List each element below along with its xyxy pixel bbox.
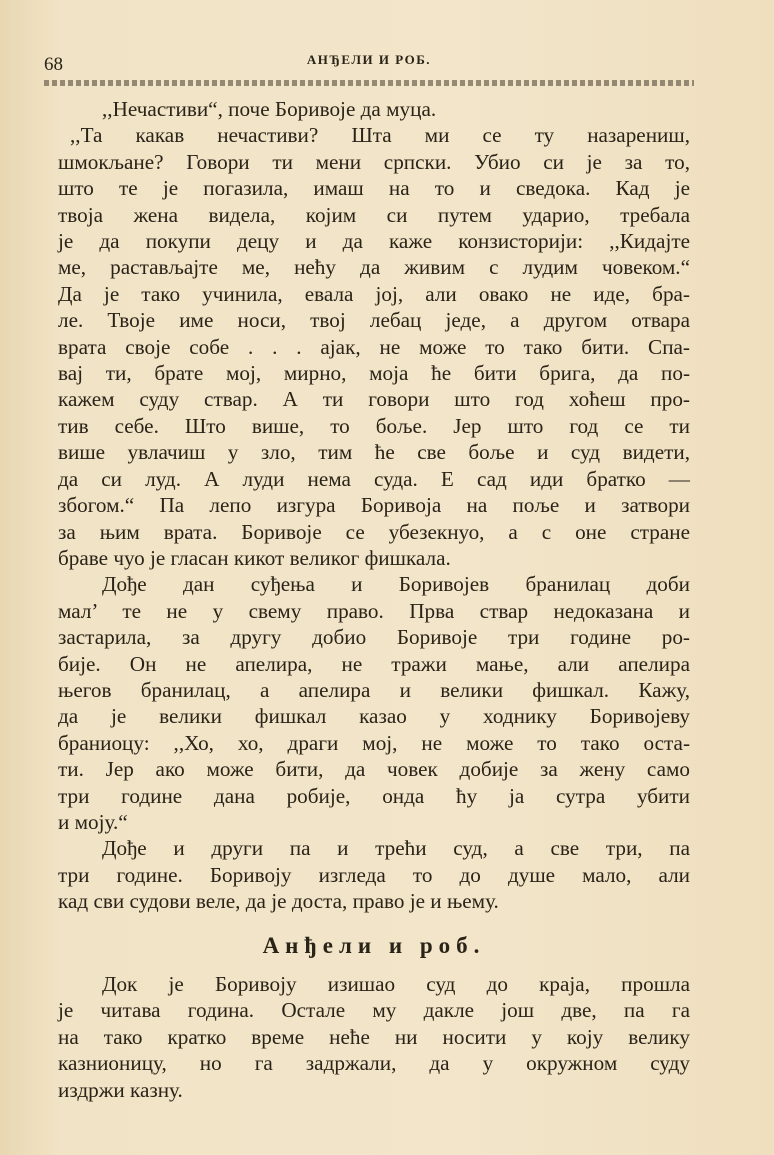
- paragraph: [58, 122, 690, 571]
- text-line: да си луд. А луди нема суда. Е сад иди братко —: [58, 466, 690, 491]
- text-line: Да је тако учинила, евала јој, али овако не иде, бра-: [58, 281, 690, 306]
- text-line: ,,Та какав нечастиви? Шта ми се ту назарениш,: [70, 123, 690, 148]
- text-line: ме, растављајте ме, нећу да живим с лудим човеком.“: [58, 255, 690, 280]
- text-line: да је велики фишкал казао у ходнику Боривојеву: [58, 704, 690, 729]
- text-line: врата своје собе . . . ајак, не може то тако бити. Спа-: [58, 334, 690, 359]
- text-line: Дође дан суђења и Боривојев бранилац доби: [102, 572, 690, 597]
- text-line: ле. Твоје име носи, твој лебац једе, а другом отвара: [58, 308, 690, 333]
- paragraph: [58, 571, 690, 835]
- text-line: мал’ те не у свему право. Прва ствар недоказана и: [58, 598, 690, 623]
- paragraph: [58, 96, 690, 122]
- text-line: што те је погазила, имаш на то и сведока. Кад је: [58, 176, 690, 201]
- paragraph: [58, 971, 690, 1103]
- text-line: је да покупи децу и да каже конзисторији: ,,Кидајте: [58, 229, 690, 254]
- text-line: браниоцу: ,,Хо, хо, драги мој, не може то тако оста-: [58, 730, 690, 755]
- text-line: његов бранилац, а апелира и велики фишкал. Кажу,: [58, 677, 690, 702]
- text-line: три године. Боривоју изгледа то до душе мало, али: [58, 862, 690, 887]
- paragraph-container: [58, 96, 690, 915]
- text-line: три године дана робије, онда ћу ја сутра убити: [58, 783, 690, 808]
- page-header: [44, 46, 694, 78]
- text-line: више увлачиш у зло, тим ће све боље и суд видети,: [58, 440, 690, 465]
- section-paragraph-container: [58, 971, 690, 1103]
- text-line: за њим врата. Боривоје се убезекнуо, а с оне стране: [58, 519, 690, 544]
- text-line: збогом.“ Па лепо изгура Боривоја на поље и затвори: [58, 493, 690, 518]
- text-line: твоја жена видела, којим си путем ударио, требала: [58, 202, 690, 227]
- text-line: шмокљане? Говори ти мени српски. Убио си је за то,: [58, 149, 690, 174]
- text-line: Дође и други па и трећи суд, а све три, па: [102, 836, 690, 861]
- section-title: Анђели и роб.: [262, 932, 486, 958]
- header-rule: [44, 80, 694, 86]
- page-number: 68: [44, 54, 63, 75]
- text-line: вај ти, брате мој, мирно, моја ће бити брига, да по-: [58, 361, 690, 386]
- body-text: [58, 96, 690, 1103]
- text-line: казнионицу, но га задржали, да у окружном суду: [58, 1051, 690, 1076]
- text-line: ,,Нечастиви“, поче Боривоје да муца.: [102, 97, 437, 121]
- text-line: ти. Јер ако може бити, да човек добије за жену само: [58, 757, 690, 782]
- paragraph: [58, 835, 690, 914]
- text-line: издржи казну.: [58, 1077, 183, 1102]
- text-line: на тако кратко време неће ни носити у коју велику: [58, 1024, 690, 1049]
- text-line: и моју.“: [58, 809, 128, 834]
- text-line: Док је Боривоју изишао суд до краја, прошла: [102, 972, 690, 996]
- text-line: кажем суду ствар. А ти говори што год хоћеш про-: [58, 387, 690, 412]
- running-title: АНЂЕЛИ И РОБ.: [306, 52, 432, 67]
- text-line: је читава година. Остале му дакле још две, па га: [58, 998, 690, 1023]
- text-line: бије. Он не апелира, не тражи мање, али апелира: [58, 651, 690, 676]
- text-line: тив себе. Што више, то боље. Јер што год се ти: [58, 413, 690, 438]
- text-line: кад сви судови веле, да је доста, право је и њему.: [58, 889, 499, 914]
- text-line: застарила, за другу добио Боривоје три године ро-: [58, 625, 690, 650]
- text-line: браве чуо је гласан кикот великог фишкала.: [58, 545, 451, 570]
